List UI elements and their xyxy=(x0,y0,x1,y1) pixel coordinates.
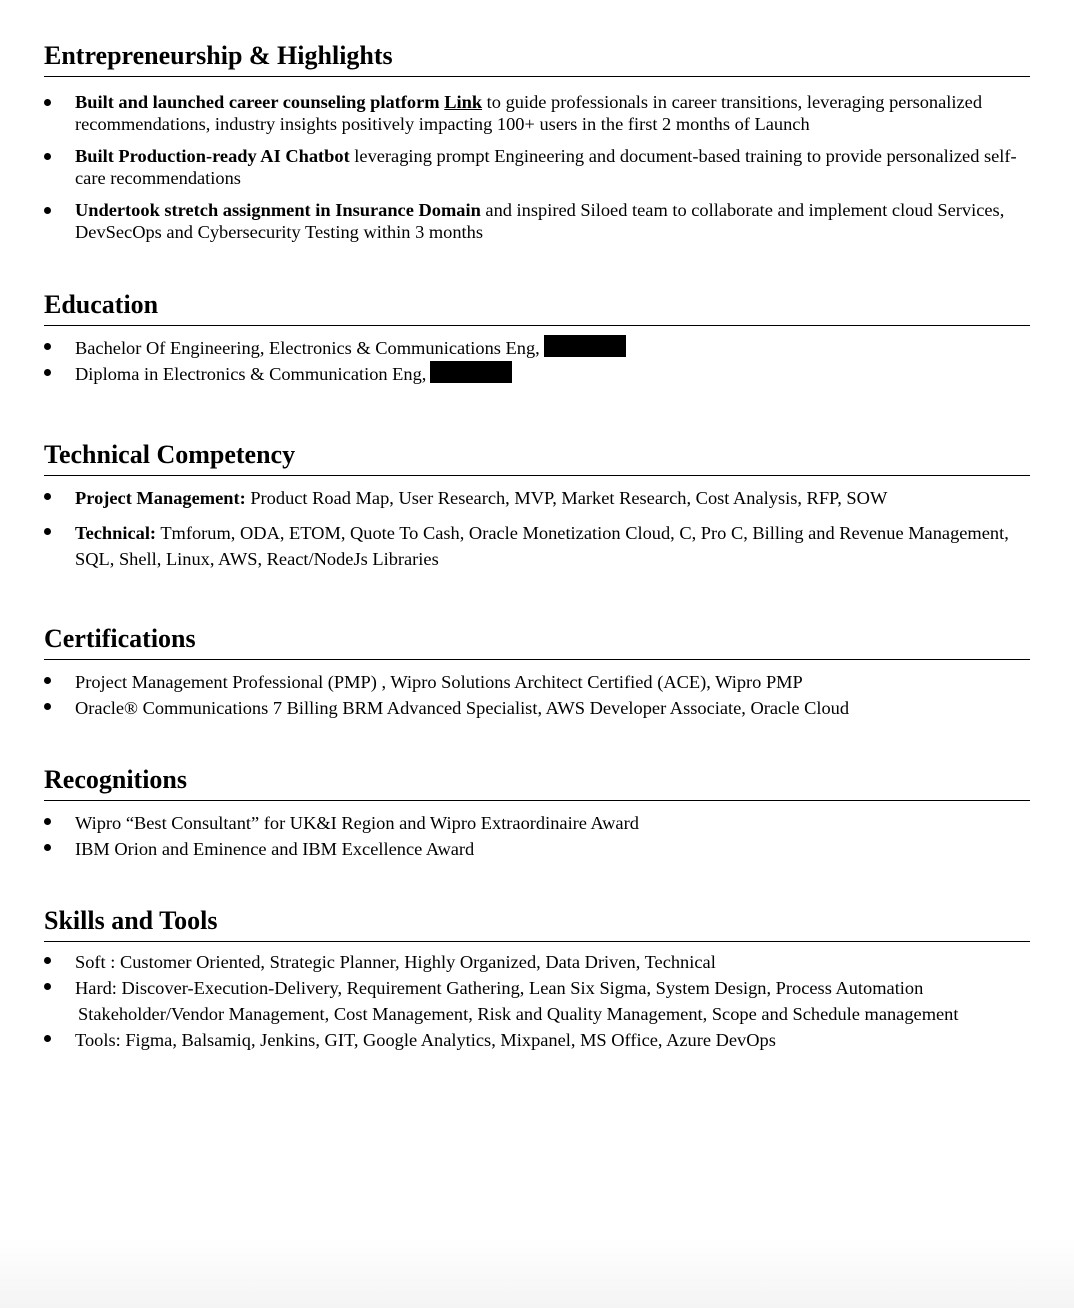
item-bold: Built and launched career counseling platform xyxy=(75,92,440,112)
item-text: Product Road Map, User Research, MVP, Market Research, Cost Analysis, RFP, SOW xyxy=(245,488,888,508)
list-item xyxy=(44,335,1030,361)
page-bottom-shade xyxy=(0,1238,1074,1308)
list-item xyxy=(44,145,1030,189)
certifications-list xyxy=(44,669,1030,721)
education-list xyxy=(44,335,1030,387)
list-item xyxy=(44,975,1030,1027)
list-item: Oracle® Communications 7 Billing BRM Advanced Specialist, AWS Developer Associate, Oracle Cloud xyxy=(44,695,1030,721)
skills-list xyxy=(44,949,1030,1053)
list-item: IBM Orion and Eminence and IBM Excellence Award xyxy=(44,836,1030,862)
list-item: Soft : Customer Oriented, Strategic Planner, Highly Organized, Data Driven, Technical xyxy=(44,949,1030,975)
highlights-list xyxy=(44,91,1030,243)
item-text: Bachelor Of Engineering, Electronics & Communications Eng, xyxy=(75,338,540,358)
item-text: Diploma in Electronics & Communication Eng, xyxy=(75,364,427,384)
section-skills xyxy=(44,906,1030,1053)
item-continuation: Stakeholder/Vendor Management, Cost Management, Risk and Quality Management, Scope and Schedule management xyxy=(78,1004,959,1024)
section-title: Entrepreneurship & Highlights xyxy=(44,41,1030,77)
item-text: leveraging prompt Engineering and document-based training to provide personalized self-care recommendations xyxy=(75,146,1017,188)
section-title: Recognitions xyxy=(44,765,1030,801)
section-title: Education xyxy=(44,290,1030,326)
section-certifications xyxy=(44,624,1030,721)
section-title: Certifications xyxy=(44,624,1030,660)
item-bold: Technical: xyxy=(75,523,157,543)
item-text: Tmforum, ODA, ETOM, Quote To Cash, Oracle Monetization Cloud, C, Pro C, Billing and Revenue Management, SQL, Shell, Linux, AWS, React/NodeJs Libraries xyxy=(75,523,1009,569)
item-bold: Project Management: xyxy=(75,488,246,508)
technical-list xyxy=(44,485,1030,572)
list-item xyxy=(44,91,1030,135)
item-text: and inspired Siloed team to collaborate and implement cloud Services, DevSecOps and Cybersecurity Testing within 3 months xyxy=(75,200,1005,242)
list-item xyxy=(44,520,1030,572)
section-education xyxy=(44,290,1030,387)
list-item: Wipro “Best Consultant” for UK&I Region and Wipro Extraordinaire Award xyxy=(44,810,1030,836)
list-item: Project Management Professional (PMP) , Wipro Solutions Architect Certified (ACE), Wipro PMP xyxy=(44,669,1030,695)
section-recognitions xyxy=(44,765,1030,862)
item-text: Hard: Discover-Execution-Delivery, Requirement Gathering, Lean Six Sigma, System Design, Process Automation xyxy=(75,978,924,998)
item-text: to guide professionals in career transitions, leveraging personalized recommendations, industry insights positively impacting 100+ users in the first 2 months of Launch xyxy=(75,92,983,134)
section-technical xyxy=(44,440,1030,572)
list-item xyxy=(44,361,1030,387)
list-item: Tools: Figma, Balsamiq, Jenkins, GIT, Google Analytics, Mixpanel, MS Office, Azure DevOps xyxy=(44,1027,1030,1053)
list-item xyxy=(44,485,1030,511)
recognitions-list xyxy=(44,810,1030,862)
section-title: Technical Competency xyxy=(44,440,1030,476)
redaction-block xyxy=(544,335,626,357)
item-bold: Undertook stretch assignment in Insurance Domain xyxy=(75,200,481,220)
list-item xyxy=(44,199,1030,243)
redaction-block xyxy=(430,361,512,383)
section-title: Skills and Tools xyxy=(44,906,1030,942)
section-entrepreneurship xyxy=(44,41,1030,243)
platform-link[interactable]: Link xyxy=(444,92,483,112)
item-bold: Built Production-ready AI Chatbot xyxy=(75,146,350,166)
